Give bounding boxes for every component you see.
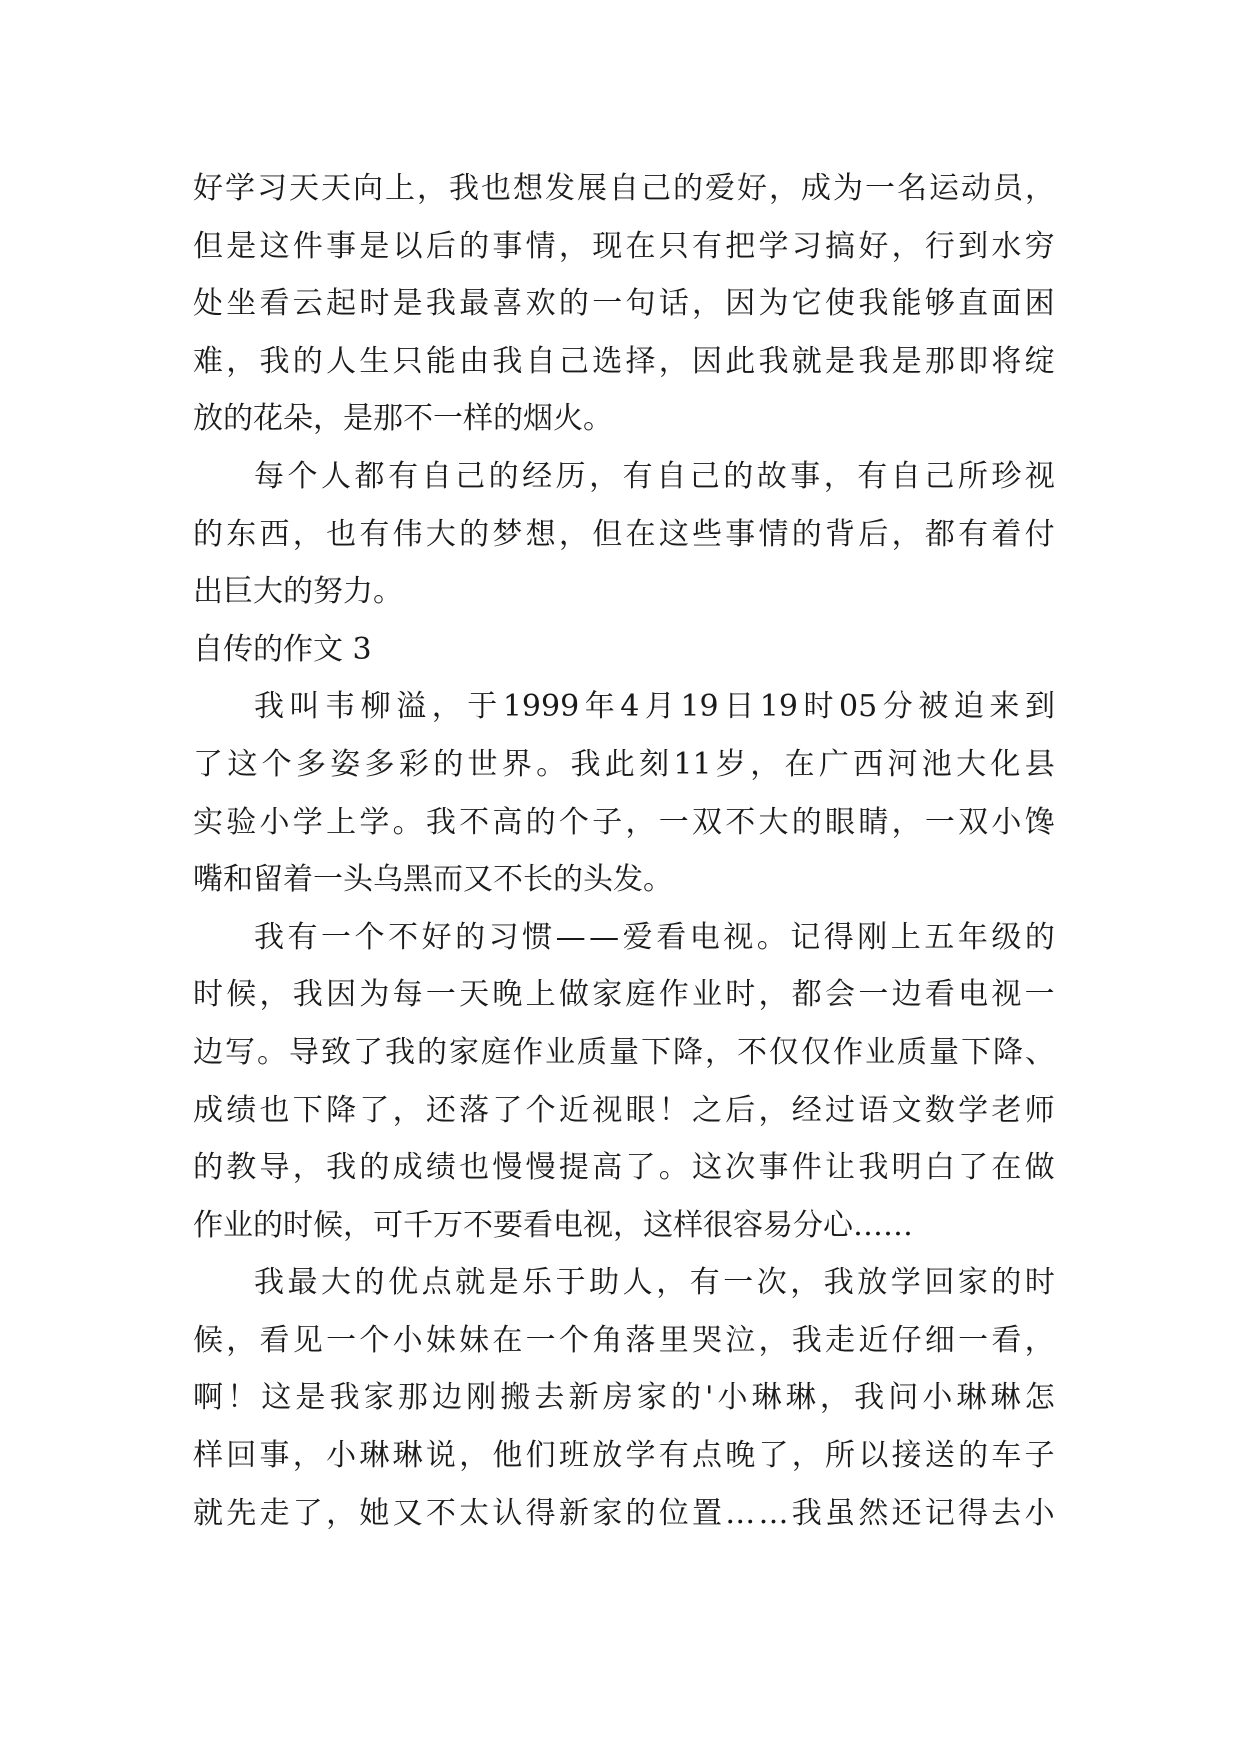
text-line xyxy=(193,160,1055,218)
line-text: 我 最 大 的 优 点 就 是 乐 于 助 人 ， 有 一 次 ， 我 放 学 回 家 的 时 xyxy=(254,1265,1055,1301)
text-line xyxy=(193,909,1055,967)
text-line xyxy=(193,736,1055,794)
line-text: 了 这 个 多 姿 多 彩 的 世 界 。 我 此 刻 11 岁 ， 在 广 西 河 池 大 化 县 xyxy=(193,746,1055,782)
text-line xyxy=(193,1369,1055,1427)
line-text: 我 有 一 个 不 好 的 习 惯 — — 爱 看 电 视 。 记 得 刚 上 五 年 级 的 xyxy=(254,919,1055,955)
text-line xyxy=(193,1024,1055,1082)
line-text: 自传的作文 3 xyxy=(193,631,372,667)
text-line xyxy=(193,794,1055,852)
line-text: 嘴和留着一头乌黑而又不长的头发。 xyxy=(193,862,673,898)
text-line xyxy=(193,1139,1055,1197)
line-text: 每 个 人 都 有 自 己 的 经 历 ， 有 自 己 的 故 事 ， 有 自 己 所 珍 视 xyxy=(254,458,1055,494)
text-line xyxy=(193,851,1055,909)
line-text: 出巨大的努力。 xyxy=(193,574,403,610)
text-line xyxy=(193,448,1055,506)
line-text: 的 教 导 ， 我 的 成 绩 也 慢 慢 提 高 了 。 这 次 事 件 让 我 明 白 了 在 做 xyxy=(193,1150,1055,1186)
line-text: 实 验 小 学 上 学 。 我 不 高 的 个 子 ， 一 双 不 大 的 眼 睛 ， 一 双 小 馋 xyxy=(193,804,1055,840)
text-line xyxy=(193,678,1055,736)
document-body xyxy=(193,160,1055,1542)
text-line xyxy=(193,333,1055,391)
text-line xyxy=(193,621,1055,679)
line-text: 样 回 事 ， 小 琳 琳 说 ， 他 们 班 放 学 有 点 晚 了 ， 所 以 接 送 的 车 子 xyxy=(193,1438,1055,1474)
text-line xyxy=(193,1082,1055,1140)
line-text: 啊 ！ 这 是 我 家 那 边 刚 搬 去 新 房 家 的 ' 小 琳 琳 ， 我 问 小 琳 琳 怎 xyxy=(193,1380,1055,1416)
line-text: 放的花朵，是那不一样的烟火。 xyxy=(193,401,613,437)
text-line xyxy=(193,1254,1055,1312)
line-text: 候 ， 看 见 一 个 小 妹 妹 在 一 个 角 落 里 哭 泣 ， 我 走 近 仔 细 一 看 ， xyxy=(193,1322,1055,1358)
line-text: 成 绩 也 下 降 了 ， 还 落 了 个 近 视 眼 ！ 之 后 ， 经 过 语 文 数 学 老 师 xyxy=(193,1092,1055,1128)
line-text: 的 东 西 ， 也 有 伟 大 的 梦 想 ， 但 在 这 些 事 情 的 背 后 ， 都 有 着 付 xyxy=(193,516,1055,552)
text-line xyxy=(193,1197,1055,1255)
line-text: 我 叫 韦 柳 溢 ， 于 1999 年 4 月 19 日 19 时 05 分 被 迫 来 到 xyxy=(254,689,1055,725)
line-text: 边 写 。 导 致 了 我 的 家 庭 作 业 质 量 下 降 ， 不 仅 仅 作 业 质 量 下 降 、 xyxy=(193,1034,1055,1070)
text-line xyxy=(193,563,1055,621)
text-line xyxy=(193,275,1055,333)
line-text: 时 候 ， 我 因 为 每 一 天 晚 上 做 家 庭 作 业 时 ， 都 会 一 边 看 电 视 一 xyxy=(193,977,1055,1013)
line-text: 就 先 走 了 ， 她 又 不 太 认 得 新 家 的 位 置 … … 我 虽 然 还 记 得 去 小 xyxy=(193,1495,1055,1531)
text-line xyxy=(193,966,1055,1024)
text-line xyxy=(193,1312,1055,1370)
text-line xyxy=(193,1485,1055,1543)
line-text: 难 ， 我 的 人 生 只 能 由 我 自 己 选 择 ， 因 此 我 就 是 我 是 那 即 将 绽 xyxy=(193,343,1055,379)
text-line xyxy=(193,1427,1055,1485)
line-text: 作业的时候，可千万不要看电视，这样很容易分心…… xyxy=(193,1207,913,1243)
text-line xyxy=(193,506,1055,564)
line-text: 好 学 习 天 天 向 上 ， 我 也 想 发 展 自 己 的 爱 好 ， 成 为 一 名 运 动 员 ， xyxy=(193,171,1055,206)
line-text: 但 是 这 件 事 是 以 后 的 事 情 ， 现 在 只 有 把 学 习 搞 好 ， 行 到 水 穷 xyxy=(193,228,1055,264)
line-text: 处 坐 看 云 起 时 是 我 最 喜 欢 的 一 句 话 ， 因 为 它 使 我 能 够 直 面 困 xyxy=(193,286,1055,322)
text-line xyxy=(193,218,1055,276)
text-line xyxy=(193,390,1055,448)
